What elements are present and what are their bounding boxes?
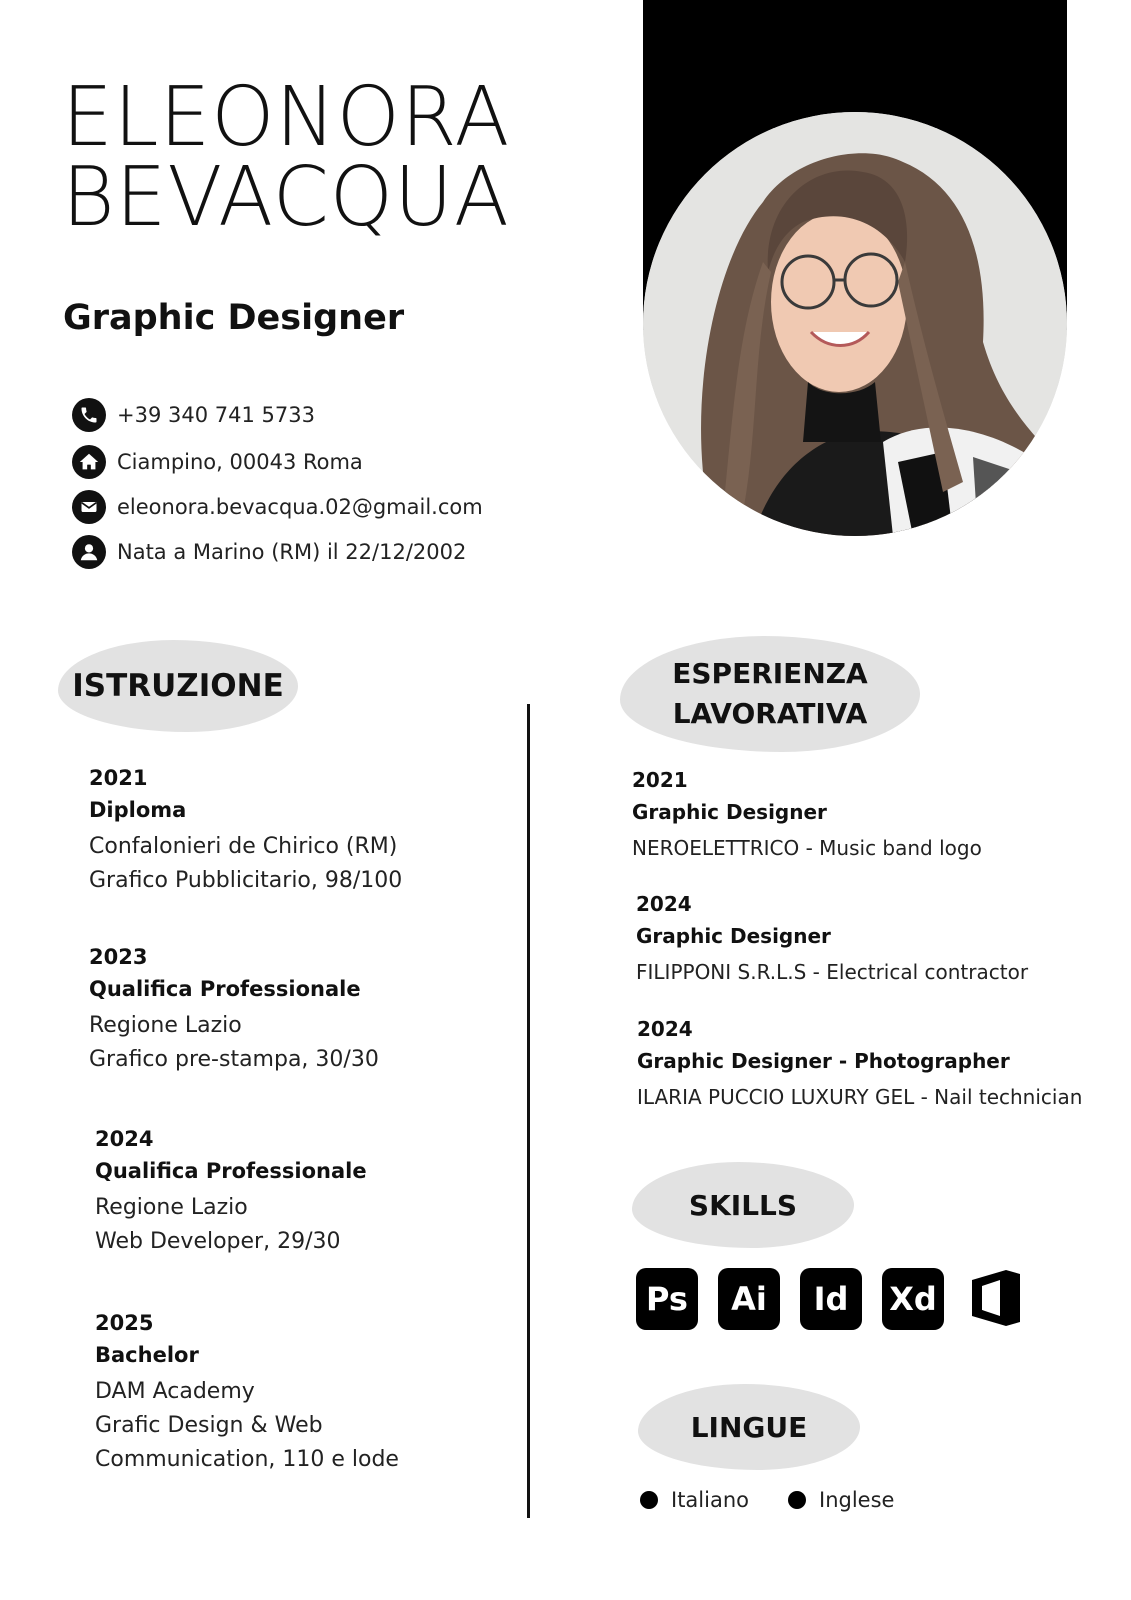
contact-birth [72,535,466,569]
last-name: BEVACQUA [62,150,510,245]
experience-year: 2024 [636,892,692,916]
xd-icon: Xd [882,1268,944,1330]
contact-address-text: Ciampino, 00043 Roma [117,450,363,474]
contact-email-text: eleonora.bevacqua.02@gmail.com [117,495,483,519]
first-name: ELEONORA [62,70,511,165]
education-line: Confalonieri de Chirico (RM) [89,834,398,859]
skills-heading: SKILLS [632,1162,854,1248]
language-label: Inglese [819,1488,895,1512]
education-line: Grafic Design & Web [95,1413,323,1438]
education-item [95,1311,399,1477]
full-name [62,70,511,245]
bullet-icon [640,1491,658,1509]
experience-item [632,768,982,860]
experience-heading [620,636,920,752]
language-item [788,1488,894,1512]
home-icon [72,445,106,479]
education-year: 2023 [89,945,148,969]
experience-heading-line1: ESPERIENZA [672,657,868,690]
education-line: Grafico Pubblicitario, 98/100 [89,868,403,893]
illustrator-icon: Ai [718,1268,780,1330]
experience-role: Graphic Designer - Photographer [637,1049,1010,1073]
education-year: 2021 [89,766,148,790]
experience-desc: NEROELETTRICO - Music band logo [632,836,982,860]
phone-icon [72,398,106,432]
experience-item [637,1017,1082,1109]
experience-year: 2021 [632,768,688,792]
language-item [640,1488,749,1512]
education-line: Grafico pre-stampa, 30/30 [89,1047,379,1072]
user-icon [72,535,106,569]
education-line: Regione Lazio [95,1195,248,1220]
education-degree: Qualifica Professionale [89,977,361,1001]
office-icon [968,1268,1024,1328]
education-item [89,766,402,898]
experience-heading-line2: LAVORATIVA [672,697,868,730]
email-icon [72,490,106,524]
contact-email [72,490,483,524]
experience-year: 2024 [637,1017,693,1041]
job-title: Graphic Designer [63,298,405,338]
photoshop-icon: Ps [636,1268,698,1330]
education-line: Regione Lazio [89,1013,242,1038]
experience-role: Graphic Designer [632,800,827,824]
contact-phone [72,398,315,432]
education-heading: ISTRUZIONE [58,640,298,732]
contact-birth-text: Nata a Marino (RM) il 22/12/2002 [117,540,467,564]
indesign-icon: Id [800,1268,862,1330]
contact-phone-text: +39 340 741 5733 [117,403,315,427]
education-degree: Diploma [89,798,187,822]
education-line: Communication, 110 e lode [95,1447,399,1472]
column-divider [527,704,530,1518]
bullet-icon [788,1491,806,1509]
language-label: Italiano [671,1488,749,1512]
education-line: DAM Academy [95,1379,255,1404]
education-year: 2025 [95,1311,154,1335]
education-year: 2024 [95,1127,154,1151]
education-item [95,1127,367,1259]
education-degree: Qualifica Professionale [95,1159,367,1183]
experience-desc: ILARIA PUCCIO LUXURY GEL - Nail technician [637,1085,1083,1109]
experience-item [636,892,1028,984]
education-degree: Bachelor [95,1343,199,1367]
education-line: Web Developer, 29/30 [95,1229,341,1254]
education-item [89,945,379,1077]
languages-heading: LINGUE [638,1384,860,1470]
profile-photo [643,112,1067,536]
contact-address [72,445,363,479]
experience-role: Graphic Designer [636,924,831,948]
experience-desc: FILIPPONI S.R.L.S - Electrical contractor [636,960,1029,984]
